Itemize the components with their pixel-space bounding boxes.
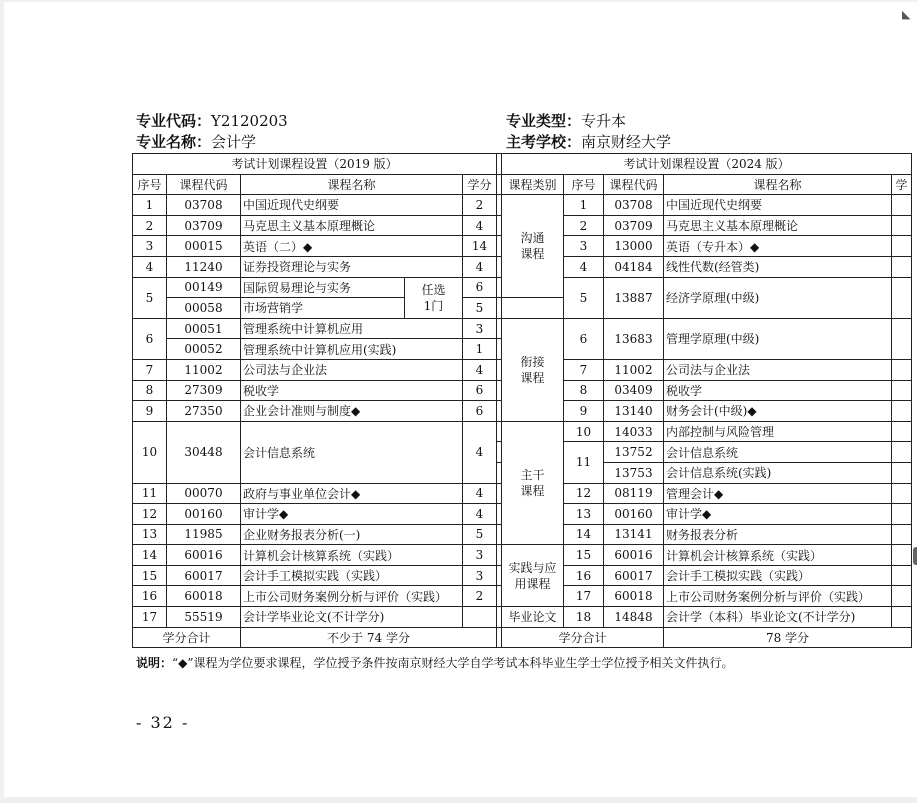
course-code: 14848 bbox=[604, 607, 664, 628]
title-row bbox=[133, 154, 912, 175]
column-header-2024: 课程类别 bbox=[502, 174, 564, 195]
course-code: 00070 bbox=[167, 483, 241, 504]
course-code: 04184 bbox=[604, 256, 664, 277]
course-code: 60018 bbox=[604, 586, 664, 607]
course-credit: 3 bbox=[463, 318, 497, 339]
table-row bbox=[133, 421, 912, 442]
column-header-2019: 序号 bbox=[133, 174, 167, 195]
course-name: 会计手工模拟实践（实践） bbox=[664, 565, 892, 586]
course-credit: 2 bbox=[463, 586, 497, 607]
total-label-2024: 学分合计 bbox=[502, 627, 664, 648]
course-credit-cut bbox=[892, 504, 912, 525]
course-credit: 4 bbox=[463, 504, 497, 525]
row-no: 15 bbox=[564, 545, 604, 566]
note-text: “◆”课程为学位要求课程，学位授予条件按南京财经大学自学考试本科毕业生学士学位授予相关文件执行。 bbox=[172, 656, 734, 670]
column-header-2019: 学分 bbox=[463, 174, 497, 195]
course-credit: 4 bbox=[463, 256, 497, 277]
column-header-2024: 课程名称 bbox=[664, 174, 892, 195]
row-no: 6 bbox=[133, 318, 167, 359]
course-code: 11985 bbox=[167, 524, 241, 545]
major-code-value: Y2120203 bbox=[211, 112, 288, 130]
course-code: 13753 bbox=[604, 462, 664, 483]
column-gap bbox=[497, 483, 502, 504]
course-code: 03709 bbox=[604, 215, 664, 236]
row-no: 17 bbox=[564, 586, 604, 607]
course-code: 60017 bbox=[167, 565, 241, 586]
course-credit-cut bbox=[892, 380, 912, 401]
column-gap bbox=[497, 298, 502, 319]
row-no: 4 bbox=[133, 256, 167, 277]
table-body bbox=[133, 154, 912, 648]
total-row bbox=[133, 627, 912, 648]
course-credit: 3 bbox=[463, 565, 497, 586]
row-no: 16 bbox=[564, 565, 604, 586]
course-name: 证券投资理论与实务 bbox=[241, 256, 463, 277]
course-plan-table bbox=[132, 153, 912, 648]
major-name bbox=[136, 131, 256, 152]
column-gap bbox=[497, 442, 502, 463]
column-gap bbox=[497, 401, 502, 422]
column-header-2024: 序号 bbox=[564, 174, 604, 195]
course-name: 会计学（本科）毕业论文(不计学分) bbox=[664, 607, 892, 628]
major-code bbox=[136, 110, 288, 131]
row-no: 6 bbox=[564, 318, 604, 359]
course-credit-cut bbox=[892, 236, 912, 257]
course-name: 中国近现代史纲要 bbox=[241, 195, 463, 216]
major-name-label: 专业名称： bbox=[136, 133, 212, 151]
course-credit-cut bbox=[892, 215, 912, 236]
course-credit-cut bbox=[892, 462, 912, 483]
column-gap bbox=[497, 236, 502, 257]
course-credit-cut bbox=[892, 256, 912, 277]
course-code: 60016 bbox=[167, 545, 241, 566]
column-gap bbox=[497, 277, 502, 298]
column-gap bbox=[497, 565, 502, 586]
main-school-label: 主考学校： bbox=[506, 133, 582, 151]
course-credit-cut bbox=[892, 565, 912, 586]
column-gap bbox=[497, 359, 502, 380]
row-no: 9 bbox=[564, 401, 604, 422]
note-prefix: 说明： bbox=[136, 656, 173, 670]
row-no: 14 bbox=[564, 524, 604, 545]
course-name: 政府与事业单位会计◆ bbox=[241, 483, 463, 504]
title-2019: 考试计划课程设置（2019 版） bbox=[133, 154, 497, 175]
row-no: 2 bbox=[133, 215, 167, 236]
row-no: 12 bbox=[133, 504, 167, 525]
course-credit: 3 bbox=[463, 545, 497, 566]
course-category: 衔接 课程 bbox=[502, 318, 564, 421]
row-no: 8 bbox=[133, 380, 167, 401]
course-code: 27350 bbox=[167, 401, 241, 422]
course-credit-cut bbox=[892, 442, 912, 463]
course-credit-cut bbox=[892, 195, 912, 216]
course-code: 03409 bbox=[604, 380, 664, 401]
scrollbar-thumb[interactable] bbox=[913, 547, 917, 565]
course-name: 上市公司财务案例分析与评价（实践） bbox=[664, 586, 892, 607]
course-credit: 5 bbox=[463, 298, 497, 319]
course-name: 财务报表分析 bbox=[664, 524, 892, 545]
column-header-2019: 课程名称 bbox=[241, 174, 463, 195]
course-code: 00015 bbox=[167, 236, 241, 257]
course-credit-cut bbox=[892, 421, 912, 442]
row-no: 7 bbox=[564, 359, 604, 380]
course-name: 财务会计(中级)◆ bbox=[664, 401, 892, 422]
row-no: 5 bbox=[133, 277, 167, 318]
course-name: 计算机会计核算系统（实践） bbox=[241, 545, 463, 566]
row-no: 1 bbox=[133, 195, 167, 216]
course-name: 企业会计准则与制度◆ bbox=[241, 401, 463, 422]
main-school bbox=[506, 131, 671, 152]
course-credit: 4 bbox=[463, 215, 497, 236]
column-gap bbox=[497, 380, 502, 401]
course-name: 中国近现代史纲要 bbox=[664, 195, 892, 216]
course-category: 主干 课程 bbox=[502, 421, 564, 545]
course-name: 税收学 bbox=[664, 380, 892, 401]
page-number: - 32 - bbox=[136, 713, 190, 732]
major-code-label: 专业代码： bbox=[136, 112, 212, 130]
course-credit: 1 bbox=[463, 339, 497, 360]
column-gap bbox=[497, 215, 502, 236]
table-row bbox=[133, 545, 912, 566]
course-credit-cut bbox=[892, 545, 912, 566]
course-code: 13141 bbox=[604, 524, 664, 545]
course-name: 内部控制与风险管理 bbox=[664, 421, 892, 442]
row-no: 17 bbox=[133, 607, 167, 628]
major-type-label: 专业类型： bbox=[506, 112, 582, 130]
major-name-value: 会计学 bbox=[211, 133, 257, 151]
course-credit: 6 bbox=[463, 277, 497, 298]
course-code: 55519 bbox=[167, 607, 241, 628]
course-name: 管理系统中计算机应用(实践) bbox=[241, 339, 463, 360]
corner-arrow-icon: ◣ bbox=[902, 8, 911, 21]
course-code: 13140 bbox=[604, 401, 664, 422]
course-credit: 4 bbox=[463, 359, 497, 380]
course-code: 60016 bbox=[604, 545, 664, 566]
column-gap bbox=[497, 462, 502, 483]
course-category: 沟通 课程 bbox=[502, 195, 564, 298]
course-credit: 4 bbox=[463, 483, 497, 504]
course-code: 00160 bbox=[604, 504, 664, 525]
row-no: 18 bbox=[564, 607, 604, 628]
course-category: 毕业论文 bbox=[502, 607, 564, 628]
column-gap bbox=[497, 256, 502, 277]
course-name: 马克思主义基本原理概论 bbox=[664, 215, 892, 236]
course-name: 审计学◆ bbox=[241, 504, 463, 525]
course-name: 税收学 bbox=[241, 380, 463, 401]
course-code: 13683 bbox=[604, 318, 664, 359]
course-code: 13000 bbox=[604, 236, 664, 257]
major-type bbox=[506, 110, 626, 131]
explanation-note bbox=[136, 654, 734, 671]
row-no: 8 bbox=[564, 380, 604, 401]
main-school-value: 南京财经大学 bbox=[581, 133, 672, 151]
row-no: 12 bbox=[564, 483, 604, 504]
course-name: 线性代数(经管类) bbox=[664, 256, 892, 277]
row-no: 7 bbox=[133, 359, 167, 380]
course-name: 经济学原理(中级) bbox=[664, 277, 892, 318]
row-no: 11 bbox=[133, 483, 167, 504]
course-code: 11240 bbox=[167, 256, 241, 277]
major-type-value: 专升本 bbox=[581, 112, 627, 130]
column-gap bbox=[497, 524, 502, 545]
course-credit: 2 bbox=[463, 195, 497, 216]
row-no: 1 bbox=[564, 195, 604, 216]
total-label-2019: 学分合计 bbox=[133, 627, 241, 648]
course-name: 审计学◆ bbox=[664, 504, 892, 525]
course-credit-cut bbox=[892, 524, 912, 545]
course-credit-cut bbox=[892, 359, 912, 380]
course-credit: 6 bbox=[463, 401, 497, 422]
course-name: 英语（二）◆ bbox=[241, 236, 463, 257]
course-credit: 4 bbox=[463, 421, 497, 483]
course-name: 会计信息系统(实践) bbox=[664, 462, 892, 483]
course-code: 11002 bbox=[167, 359, 241, 380]
total-value-2024: 78 学分 bbox=[664, 627, 912, 648]
course-credit: 6 bbox=[463, 380, 497, 401]
course-code: 00052 bbox=[167, 339, 241, 360]
row-no: 5 bbox=[564, 277, 604, 318]
course-credit-cut bbox=[892, 483, 912, 504]
column-gap bbox=[497, 339, 502, 360]
column-header-2019: 课程代码 bbox=[167, 174, 241, 195]
course-code: 14033 bbox=[604, 421, 664, 442]
course-name: 市场营销学 bbox=[241, 298, 405, 319]
course-code: 27309 bbox=[167, 380, 241, 401]
course-code: 03709 bbox=[167, 215, 241, 236]
course-name: 上市公司财务案例分析与评价（实践） bbox=[241, 586, 463, 607]
column-gap bbox=[497, 504, 502, 525]
course-name: 英语（专升本）◆ bbox=[664, 236, 892, 257]
course-code: 00051 bbox=[167, 318, 241, 339]
course-code: 11002 bbox=[604, 359, 664, 380]
row-no: 4 bbox=[564, 256, 604, 277]
row-no: 3 bbox=[564, 236, 604, 257]
row-no: 14 bbox=[133, 545, 167, 566]
course-credit-cut bbox=[892, 586, 912, 607]
course-category: 实践与应 用课程 bbox=[502, 545, 564, 607]
total-value-2019: 不少于 74 学分 bbox=[241, 627, 497, 648]
course-credit-cut bbox=[892, 401, 912, 422]
course-name: 公司法与企业法 bbox=[664, 359, 892, 380]
column-header-2024: 课程代码 bbox=[604, 174, 664, 195]
course-code: 00160 bbox=[167, 504, 241, 525]
row-no: 13 bbox=[133, 524, 167, 545]
course-name: 会计手工模拟实践（实践） bbox=[241, 565, 463, 586]
elective-note: 任选 1门 bbox=[405, 277, 463, 318]
course-credit-cut bbox=[892, 277, 912, 318]
course-name: 会计信息系统 bbox=[241, 421, 463, 483]
course-credit bbox=[463, 607, 497, 628]
row-no: 11 bbox=[564, 442, 604, 483]
course-code: 13887 bbox=[604, 277, 664, 318]
row-no: 10 bbox=[564, 421, 604, 442]
course-credit-cut bbox=[892, 318, 912, 359]
title-2024: 考试计划课程设置（2024 版） bbox=[502, 154, 912, 175]
course-name: 公司法与企业法 bbox=[241, 359, 463, 380]
course-code: 03708 bbox=[604, 195, 664, 216]
column-gap bbox=[497, 586, 502, 607]
course-credit-cut bbox=[892, 607, 912, 628]
course-code: 00058 bbox=[167, 298, 241, 319]
row-no: 3 bbox=[133, 236, 167, 257]
row-no: 10 bbox=[133, 421, 167, 483]
course-name: 管理会计◆ bbox=[664, 483, 892, 504]
table-row bbox=[133, 607, 912, 628]
course-code: 13752 bbox=[604, 442, 664, 463]
course-code: 08119 bbox=[604, 483, 664, 504]
course-name: 会计信息系统 bbox=[664, 442, 892, 463]
course-code: 00149 bbox=[167, 277, 241, 298]
course-name: 管理系统中计算机应用 bbox=[241, 318, 463, 339]
course-code: 30448 bbox=[167, 421, 241, 483]
course-name: 国际贸易理论与实务 bbox=[241, 277, 405, 298]
course-name: 企业财务报表分析(一) bbox=[241, 524, 463, 545]
row-no: 16 bbox=[133, 586, 167, 607]
course-code: 60018 bbox=[167, 586, 241, 607]
column-header-2024: 学 bbox=[892, 174, 912, 195]
row-no: 9 bbox=[133, 401, 167, 422]
course-name: 管理学原理(中级) bbox=[664, 318, 892, 359]
row-no: 15 bbox=[133, 565, 167, 586]
course-name: 马克思主义基本原理概论 bbox=[241, 215, 463, 236]
course-code: 60017 bbox=[604, 565, 664, 586]
course-credit: 5 bbox=[463, 524, 497, 545]
course-code: 03708 bbox=[167, 195, 241, 216]
table-row bbox=[133, 195, 912, 216]
row-no: 2 bbox=[564, 215, 604, 236]
table-row bbox=[133, 318, 912, 339]
course-credit: 14 bbox=[463, 236, 497, 257]
course-name: 会计学毕业论文(不计学分) bbox=[241, 607, 463, 628]
course-name: 计算机会计核算系统（实践） bbox=[664, 545, 892, 566]
row-no: 13 bbox=[564, 504, 604, 525]
header-row bbox=[133, 174, 912, 195]
